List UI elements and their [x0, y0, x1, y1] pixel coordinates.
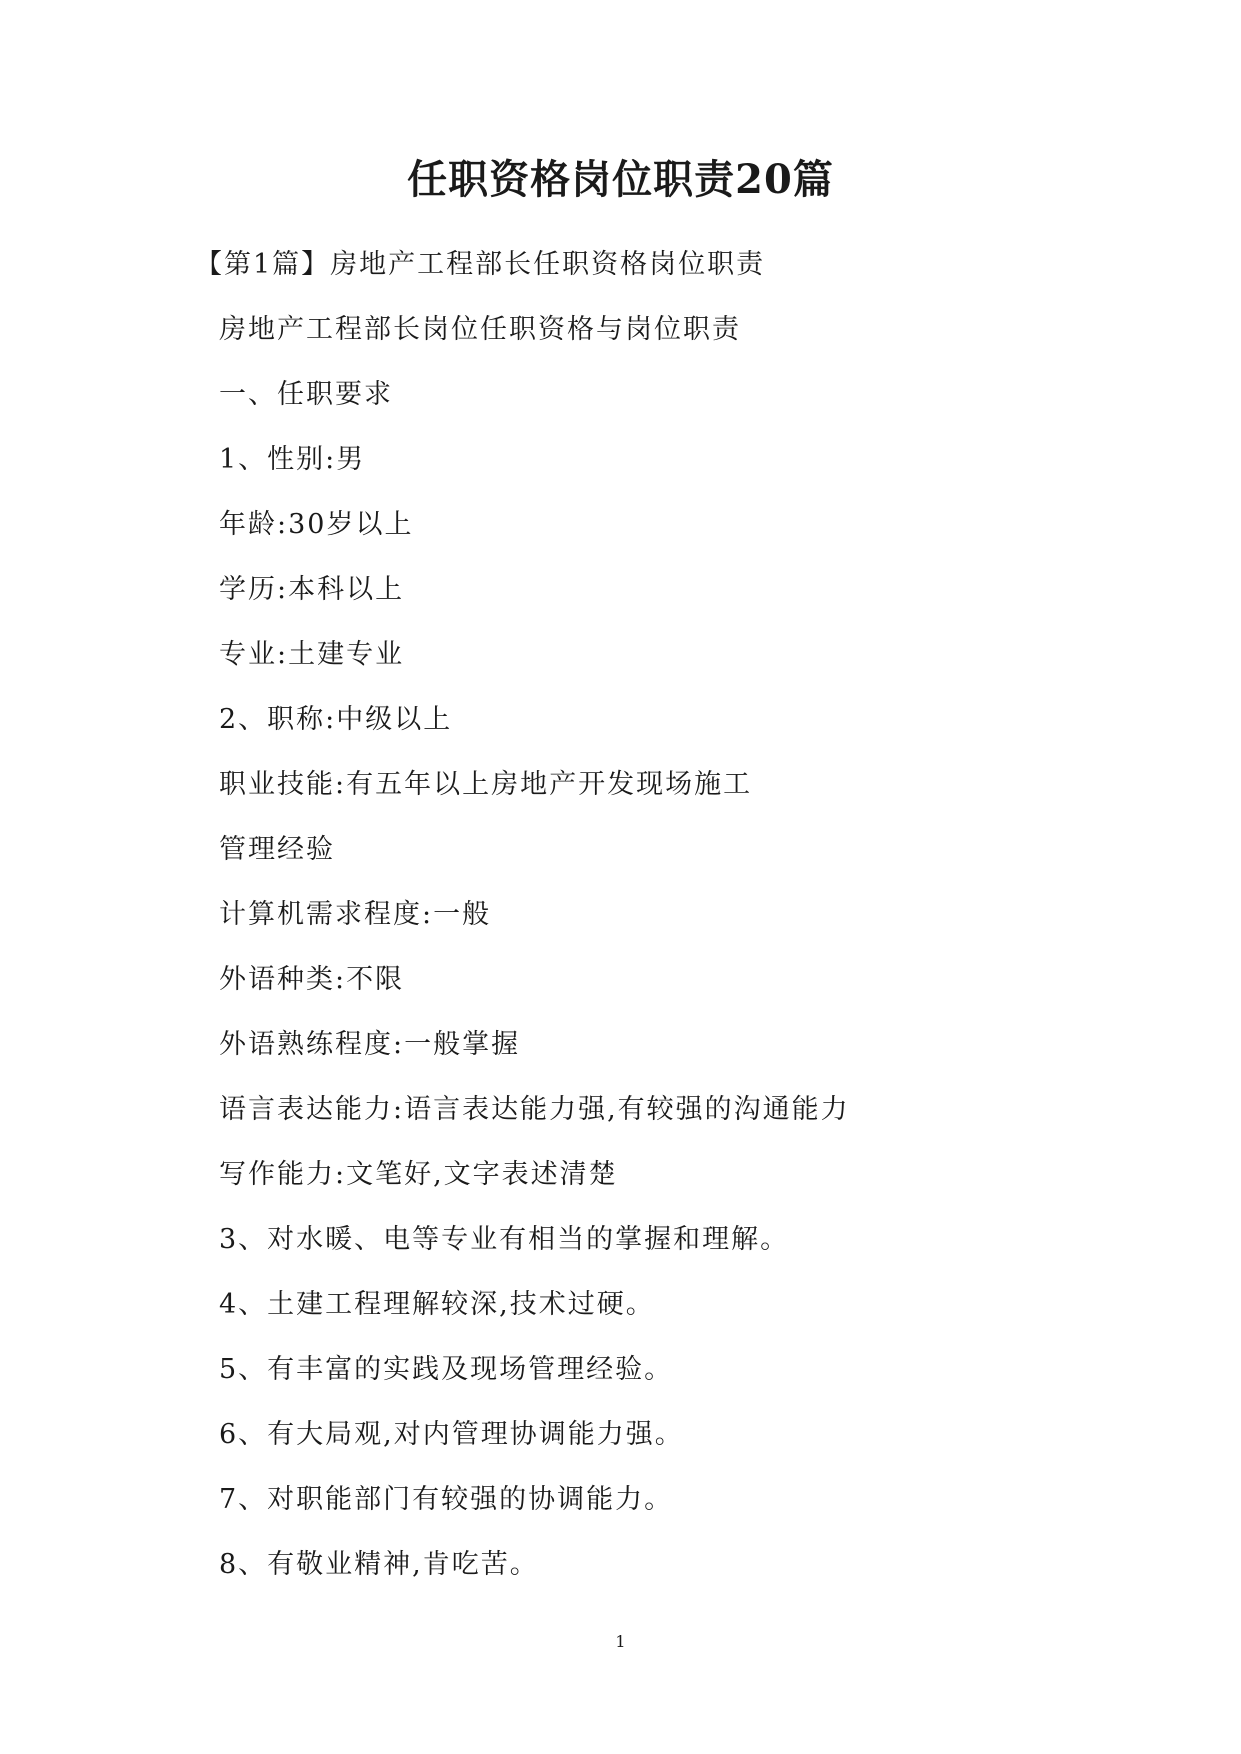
- content-line: 年龄:30岁以上: [219, 509, 414, 540]
- content-line: 6、有大局观,对内管理协调能力强。: [219, 1419, 684, 1450]
- content-line: 4、土建工程理解较深,技术过硬。: [219, 1289, 655, 1320]
- content-line: 外语种类:不限: [219, 964, 405, 995]
- content-line: 5、有丰富的实践及现场管理经验。: [219, 1354, 674, 1385]
- content-line: 一、任职要求: [219, 379, 393, 410]
- content-line: 管理经验: [219, 834, 335, 865]
- content-line: 2、职称:中级以上: [219, 704, 453, 735]
- content-line: 房地产工程部长岗位任职资格与岗位职责: [219, 314, 741, 345]
- document-title: 任职资格岗位职责20篇: [407, 156, 834, 203]
- content-line: 7、对职能部门有较强的协调能力。: [219, 1484, 674, 1515]
- content-lines: [219, 310, 1179, 1610]
- content-line: 3、对水暖、电等专业有相当的掌握和理解。: [219, 1224, 790, 1255]
- content-line: 1、性别:男: [219, 444, 366, 475]
- content-line: 语言表达能力:语言表达能力强,有较强的沟通能力: [219, 1094, 850, 1125]
- page-number: 1: [615, 1632, 626, 1651]
- content-line: 写作能力:文笔好,文字表述清楚: [219, 1159, 618, 1190]
- content-line: 学历:本科以上: [219, 574, 405, 605]
- content-line: 外语熟练程度:一般掌握: [219, 1029, 521, 1060]
- content-line: 8、有敬业精神,肯吃苦。: [219, 1549, 539, 1580]
- content-line: 计算机需求程度:一般: [219, 899, 492, 930]
- section-heading: 【第1篇】房地产工程部长任职资格岗位职责: [195, 249, 766, 280]
- content-line: 专业:土建专业: [219, 639, 405, 670]
- content-line: 职业技能:有五年以上房地产开发现场施工: [219, 769, 753, 800]
